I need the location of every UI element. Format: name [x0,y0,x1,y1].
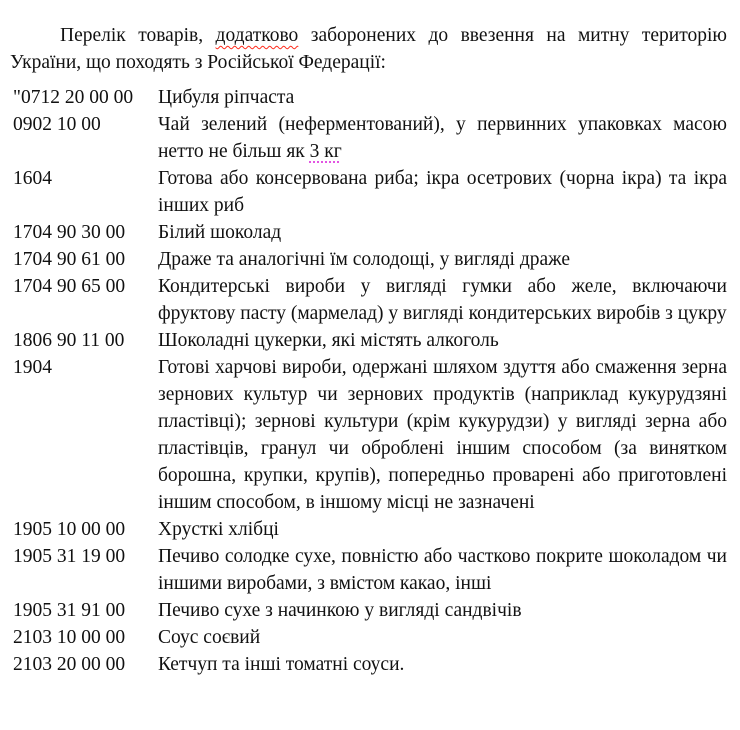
goods-row [10,165,727,219]
goods-code: "0712 20 00 00 [13,87,134,108]
text-run: Шоколадні цукерки, які містять алкоголь [158,330,499,351]
goods-description [158,165,727,219]
document-heading [10,22,727,76]
goods-row [10,516,727,543]
goods-description [158,111,727,165]
goods-description [158,651,727,678]
goods-code: 0902 10 00 [13,114,101,135]
grammar-underlined-text: 3 кг [309,141,342,162]
goods-row [10,354,727,516]
goods-code: 1806 90 11 00 [13,330,125,351]
goods-row [10,651,727,678]
goods-row [10,543,727,597]
goods-code: 1704 90 30 00 [13,222,126,243]
goods-code: 1904 [13,357,52,378]
goods-description [158,624,727,651]
goods-description [158,543,727,597]
goods-description [158,273,727,327]
text-run: Кетчуп та інші томатні соуси. [158,654,405,675]
goods-row [10,111,727,165]
text-run: Соус соєвий [158,627,261,648]
goods-description [158,246,727,273]
text-run: Хрусткі хлібці [158,519,279,540]
text-run: Кондитерські вироби у вигляді гумки або желе, включаючи фруктову пасту (мармелад) у вигляді кондитерських виробів з цукру [158,276,727,324]
text-run: Перелік товарів, [60,25,216,46]
goods-code: 1704 90 65 00 [13,276,126,297]
goods-description [158,327,727,354]
goods-row [10,327,727,354]
goods-code: 1704 90 61 00 [13,249,126,270]
goods-row [10,597,727,624]
goods-row [10,219,727,246]
goods-row [10,84,727,111]
text-run: Печиво солодке сухе, повністю або частково покрите шоколадом чи іншими виробами, з вмістом какао, інші [158,546,727,594]
goods-description [158,84,727,111]
text-run: Чай зелений (неферментований), у первинних упаковках масою нетто не більш як [158,114,727,162]
goods-row [10,273,727,327]
goods-list [10,84,727,678]
goods-code: 2103 20 00 00 [13,654,126,675]
goods-description [158,516,727,543]
text-run: Білий шоколад [158,222,282,243]
goods-row [10,624,727,651]
goods-description [158,219,727,246]
text-run: Готова або консервована риба; ікра осетрових (чорна ікра) та ікра інших риб [158,168,727,216]
text-run: Драже та аналогічні їм солодощі, у вигляді драже [158,249,571,270]
goods-description [158,597,727,624]
text-run: Цибуля ріпчаста [158,87,295,108]
text-run: Печиво сухе з начинкою у вигляді сандвічів [158,600,522,621]
goods-code: 1604 [13,168,52,189]
goods-row [10,246,727,273]
goods-code: 1905 31 91 00 [13,600,126,621]
goods-code: 2103 10 00 00 [13,627,126,648]
text-run: заборонених до ввезення на митну територію України, що походять з Російської Федерації: [10,25,727,73]
spellcheck-underlined-text: додатково [215,25,299,46]
goods-code: 1905 10 00 00 [13,519,126,540]
goods-code: 1905 31 19 00 [13,546,126,567]
text-run: Готові харчові вироби, одержані шляхом здуття або смаження зерна зернових культур чи зернових продуктів (наприклад кукурудзяні пластівці); зернові культури (крім кукурудзи) у вигляді зерна або пластівців, гранул чи оброблені іншим способом (за винятком борошна, крупки, крупів), попередньо проварені або приготовлені іншим способом, в іншому місці не зазначені [158,357,727,513]
goods-description [158,354,727,516]
